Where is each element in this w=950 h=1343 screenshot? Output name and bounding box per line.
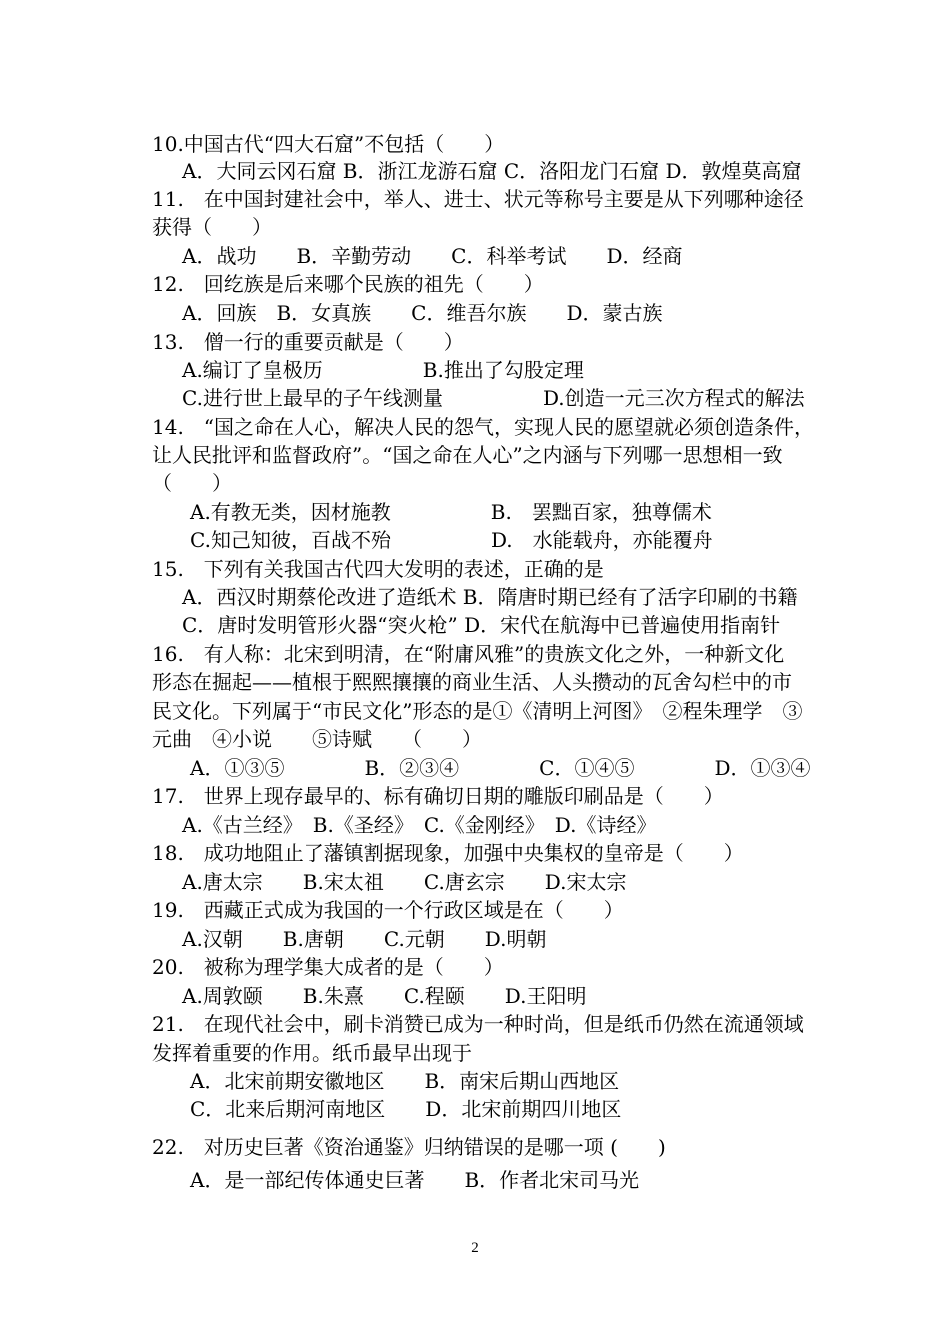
question-19-options: A.汉朝 B.唐朝 C.元朝 D.明朝 [182, 927, 547, 951]
page-number: 2 [471, 1240, 479, 1256]
question-18-options: A.唐太宗 B.宋太祖 C.唐玄宗 D.宋太宗 [182, 870, 627, 894]
question-13-stem: 13. 僧一行的重要贡献是（ ） [152, 330, 464, 354]
question-14-stem: 14. “国之命在人心，解决人民的怨气，实现人民的愿望就必须创造条件， [152, 415, 815, 439]
question-22-options-ab: A．是一部纪传体通史巨著 B．作者北宋司马光 [190, 1168, 640, 1192]
question-10-stem: 10.中国古代“四大石窟”不包括（ ） [152, 132, 505, 156]
question-14-options-cd: C.知己知彼，百战不殆 D. 水能载舟，亦能覆舟 [190, 528, 713, 552]
question-10-options: A．大同云冈石窟 B．浙江龙游石窟 C．洛阳龙门石窟 D．敦煌莫高窟 [182, 159, 802, 183]
question-21-stem-cont: 发挥着重要的作用。纸币最早出现于 [152, 1041, 472, 1065]
question-18-stem: 18. 成功地阻止了藩镇割据现象，加强中央集权的皇帝是（ ） [152, 841, 744, 865]
question-11-stem-cont: 获得（ ） [152, 215, 272, 239]
question-12-options: A．回族 B．女真族 C．维吾尔族 D．蒙古族 [182, 301, 663, 325]
question-12-stem: 12. 回纥族是后来哪个民族的祖先（ ） [152, 272, 544, 296]
question-17-options: A.《古兰经》 B.《圣经》 C.《金刚经》 D.《诗经》 [182, 813, 657, 837]
question-14-answer-blank: （ ） [152, 471, 232, 495]
question-15-options-ab: A．西汉时期蔡伦改进了造纸术 B．隋唐时期已经有了活字印刷的书籍 [182, 585, 798, 609]
question-16-stem: 16. 有人称：北宋到明清，在“附庸风雅”的贵族文化之外，一种新文化 [152, 642, 785, 666]
question-21-stem: 21. 在现代社会中，刷卡消赞已成为一种时尚，但是纸币仍然在流通领域 [152, 1012, 804, 1036]
question-11-stem: 11. 在中国封建社会中，举人、进士、状元等称号主要是从下列哪种途径 [152, 187, 804, 211]
question-14-stem-cont: 让人民批评和监督政府”。“国之命在人心”之内涵与下列哪一思想相一致 [152, 443, 783, 467]
question-14-options-ab: A.有教无类，因材施教 B. 罢黜百家，独尊儒术 [190, 500, 712, 524]
question-16-stem-cont-1: 形态在掘起——植根于熙熙攘攘的商业生活、人头攒动的瓦舍勾栏中的市 [152, 670, 792, 694]
question-13-options-cd: C.进行世上最早的子午线测量 D.创造一元三次方程式的解法 [182, 386, 805, 410]
question-16-stem-cont-3: 元曲 ④小说 ⑤诗赋 （ ） [152, 727, 482, 751]
question-21-options-cd: C．北来后期河南地区 D．北宋前期四川地区 [190, 1097, 622, 1121]
question-13-options-ab: A.编订了皇极历 B.推出了勾股定理 [182, 358, 584, 382]
question-22-stem: 22. 对历史巨著《资治通鉴》归纳错误的是哪一项 ( ) [152, 1135, 666, 1159]
question-15-stem: 15. 下列有关我国古代四大发明的表述，正确的是 [152, 557, 604, 581]
question-15-options-cd: C．唐时发明管形火器“突火枪” D．宋代在航海中已普遍使用指南针 [182, 613, 781, 637]
question-20-options: A.周敦颐 B.朱熹 C.程颐 D.王阳明 [182, 984, 587, 1008]
question-20-stem: 20. 被称为理学集大成者的是（ ） [152, 955, 504, 979]
question-16-stem-cont-2: 民文化。下列属于“市民文化”形态的是①《清明上河图》 ②程朱理学 ③ [152, 699, 803, 723]
question-17-stem: 17. 世界上现存最早的、标有确切日期的雕版印刷品是（ ） [152, 784, 724, 808]
question-19-stem: 19. 西藏正式成为我国的一个行政区域是在（ ） [152, 898, 624, 922]
question-16-options: A．①③⑤ B．②③④ C．①④⑤ D．①③④ [190, 756, 811, 780]
question-21-options-ab: A．北宋前期安徽地区 B．南宋后期山西地区 [190, 1069, 620, 1093]
question-11-options: A．战功 B．辛勤劳动 C．科举考试 D．经商 [182, 244, 683, 268]
